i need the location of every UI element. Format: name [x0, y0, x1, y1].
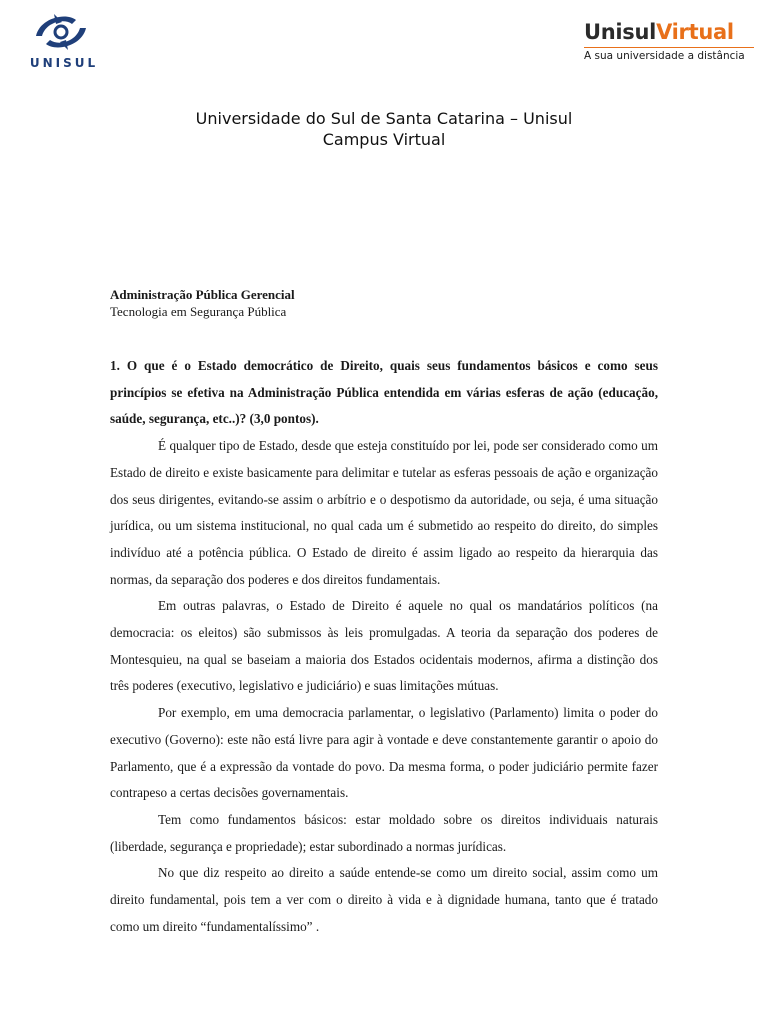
answer-paragraph: Tem como fundamentos básicos: estar moldado sobre os direitos individuais naturais (liberdade, segurança e propriedade); estar subordinado a normas jurídicas.: [110, 811, 658, 854]
title-campus: Campus Virtual: [322, 130, 446, 149]
question-heading: 1. O que é o Estado democrático de Direito, quais seus fundamentos básicos e como seus princípios se efetiva na Administração Pública entendida em várias esferas de ação (educação, saúde, segurança, etc..)? (3,0 pontos).: [110, 358, 658, 427]
course-info: [110, 286, 670, 320]
answer-paragraph: No que diz respeito ao direito a saúde entende-se como um direito social, assim como um direito fundamental, pois tem a ver com o direito à vida e à dignidade humana, tanto que é tratado como um direito “fundamentalíssimo” .: [110, 865, 658, 934]
unisul-virtual-logo: [584, 18, 768, 66]
unisul-logo-text: UNISUL: [29, 56, 99, 70]
answer-paragraph: Em outras palavras, o Estado de Direito é aquele no qual os mandatários políticos (na democracia: os eleitos) são submissos às leis promulgadas. A teoria da separação dos poderes de Montesquieu, na qual se baseiam a maioria dos Estados ocidentais modernos, afirma a distinção dos três poderes (executivo, legislativo e judiciário) e suas limitações mútuas.: [110, 598, 658, 694]
course-name: Administração Pública Gerencial: [110, 287, 295, 302]
brand-divider: [584, 47, 754, 48]
answer-paragraph: É qualquer tipo de Estado, desde que esteja constituído por lei, pode ser considerado como um Estado de direito e existe basicamente para delimitar e tutelar as esferas pessoais de ação e organização dos seus dirigentes, evitando-se assim o arbítrio e o despotismo da autoridade, ou seja, é uma situação jurídica, ou um sistema institucional, no qual cada um é submetido ao respeito do direito, do simples indivíduo até a potência pública. O Estado de direito é assim ligado ao respeito da hierarquia das normas, da separação dos poderes e dos direitos fundamentais.: [110, 438, 658, 587]
brand-part-virtual: Virtual: [656, 20, 734, 44]
document-body: [110, 353, 658, 940]
title-university: Universidade do Sul de Santa Catarina – Unisul: [195, 109, 573, 128]
unisul-emblem-icon: [32, 10, 90, 54]
brand-part-unisul: Unisul: [584, 20, 657, 44]
unisul-virtual-brand: [584, 18, 768, 46]
unisul-logo: [12, 10, 112, 70]
answer-paragraph: Por exemplo, em uma democracia parlamentar, o legislativo (Parlamento) limita o poder do executivo (Governo): este não está livre para agir à vontade e deve constantemente garantir o apoio do Parlamento, que é a expressão da vontade do povo. Da mesma forma, o poder judiciário permite fazer contrapeso a certas decisões governamentais.: [110, 705, 658, 801]
document-title: [0, 108, 768, 150]
course-program: Tecnologia em Segurança Pública: [110, 304, 287, 319]
brand-tagline: A sua universidade a distância: [584, 50, 745, 62]
